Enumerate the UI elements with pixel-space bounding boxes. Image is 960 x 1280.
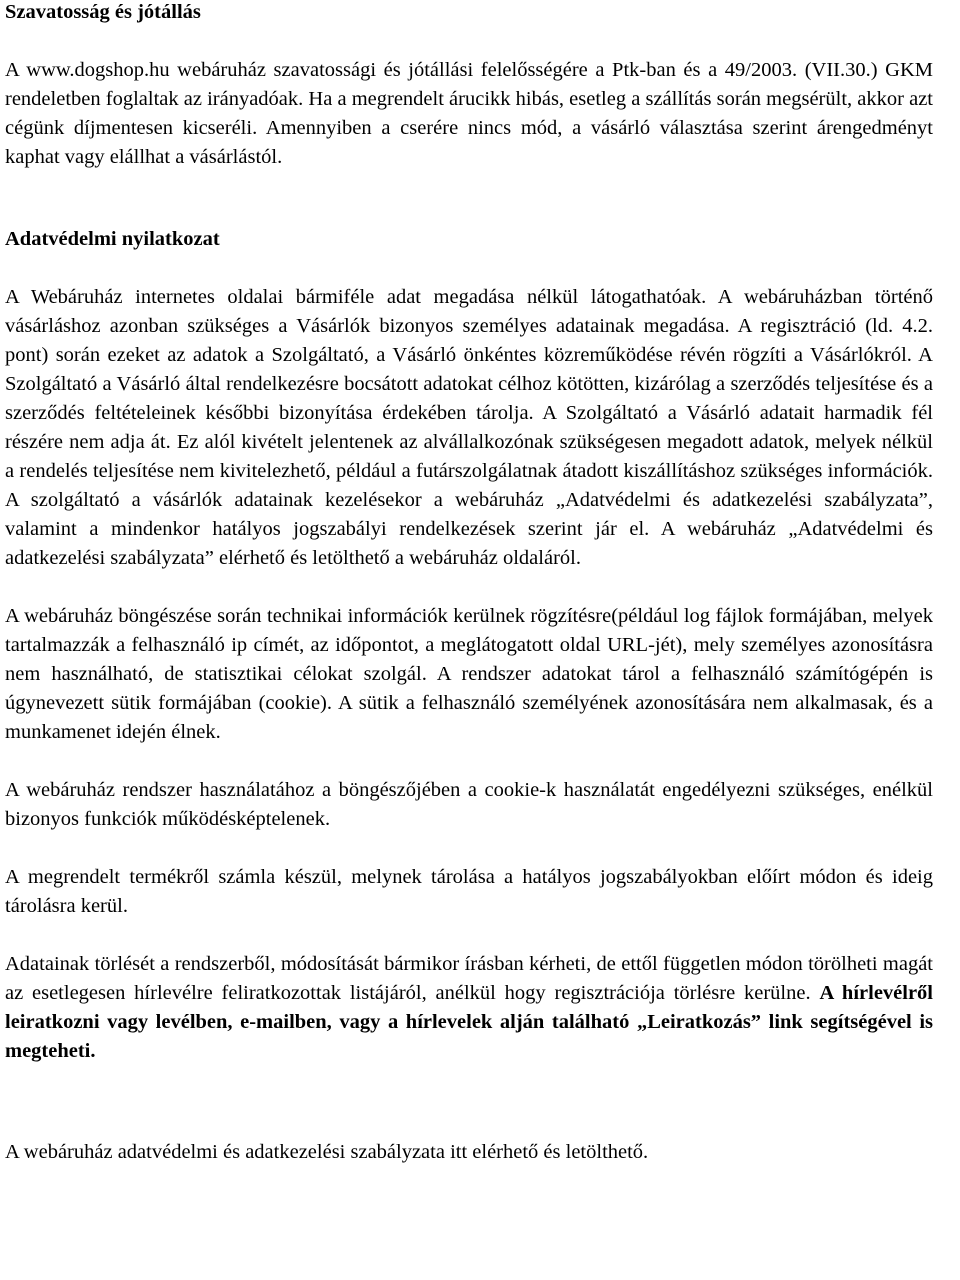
unsubscribe-paragraph <box>5 950 933 1066</box>
warranty-paragraph: A www.dogshop.hu webáruház szavatossági és jótállási felelősségére a Ptk-ban és a 49/2003. (VII.30.) GKM rendeletben foglaltak az irányadóak. Ha a megrendelt árucikk hibás, esetleg a szállítás során megsérült, akkor azt cégünk díjmentesen kicseréli. Amennyiben a cserére nincs mód, a vásárló választása szerint árengedményt kaphat vagy elállhat a vásárlástól. <box>5 59 933 168</box>
unsubscribe-instructions-bold: A hírlevélről leiratkozni vagy levélben, e-mailben, vagy a hírlevelek alján található „Leiratkozás” link segítségével is megteheti. <box>5 982 934 1062</box>
privacy-paragraph-1: A Webáruház internetes oldalai bármiféle adat megadása nélkül látogathatóak. A webáruházban történő vásárláshoz azonban szükséges a Vásárlók bizonyos személyes adatainak megadása. A regisztráció (ld. 4.2. pont) során ezeket az adatok a Szolgáltató, a Vásárló önkéntes közreműködése révén rögzíti a Vásárlókról. A Szolgáltató a Vásárló által rendelkezésre bocsátott adatokat célhoz kötötten, kizárólag a szerződés teljesítése és a szerződés feltételeinek későbbi bizonyítása érdekében tárolja. A Szolgáltató a Vásárló adatait harmadik fél részére nem adja át. Ez alól kivételt jelentenek az alvállalkozónak szükségesen megadott adatok, melyek nélkül a rendelés teljesítése nem kivitelezhető, például a futárszolgálatnak átadott kiszállításhoz szükséges információk. A szolgáltató a vásárlók adatainak kezelésekor a webáruház „Adatvédelmi és adatkezelési szabályzata”, valamint a mindenkor hatályos jogszabályi rendelkezések szerint jár el. A webáruház „Adatvédelmi és adatkezelési szabályzata” elérhető és letölthető a webáruház oldaláról. <box>5 286 933 569</box>
unsubscribe-text: Adatainak törlését a rendszerből, módosítását bármikor írásban kérheti, de ettől független módon törölheti magát az esetlegesen hírlevélre feliratkozottak listájáról, anélkül hogy regisztrációja törlésre kerülne. <box>5 953 933 1004</box>
privacy-paragraph-2: A webáruház böngészése során technikai információk kerülnek rögzítésre(például log fájlok formájában, melyek tartalmazzák a felhasználó ip címét, az időpontot, a meglátogatott oldal URL-jét), mely személyes azonosításra nem használható, de statisztikai célokat szolgál. A rendszer adatokat tárol a felhasználó számítógépén is úgynevezett sütik formájában (cookie). A sütik a felhasználó személyének azonosítására nem alkalmasak, és a munkamenet idején élnek. <box>5 605 933 743</box>
privacy-paragraph-3: A webáruház rendszer használatához a böngészőjében a cookie-k használatát engedélyezni szükséges, enélkül bizonyos funkciók működésképtelenek. <box>5 779 933 830</box>
document-page <box>5 0 933 1167</box>
privacy-paragraph-4: A megrendelt termékről számla készül, melynek tárolása a hatályos jogszabályokban előírt módon és ideig tárolásra kerül. <box>5 866 933 917</box>
section-heading-warranty: Szavatosság és jótállás <box>5 1 201 23</box>
policy-availability-note: A webáruház adatvédelmi és adatkezelési szabályzata itt elérhető és letölthető. <box>5 1141 649 1163</box>
section-heading-privacy: Adatvédelmi nyilatkozat <box>5 228 220 250</box>
